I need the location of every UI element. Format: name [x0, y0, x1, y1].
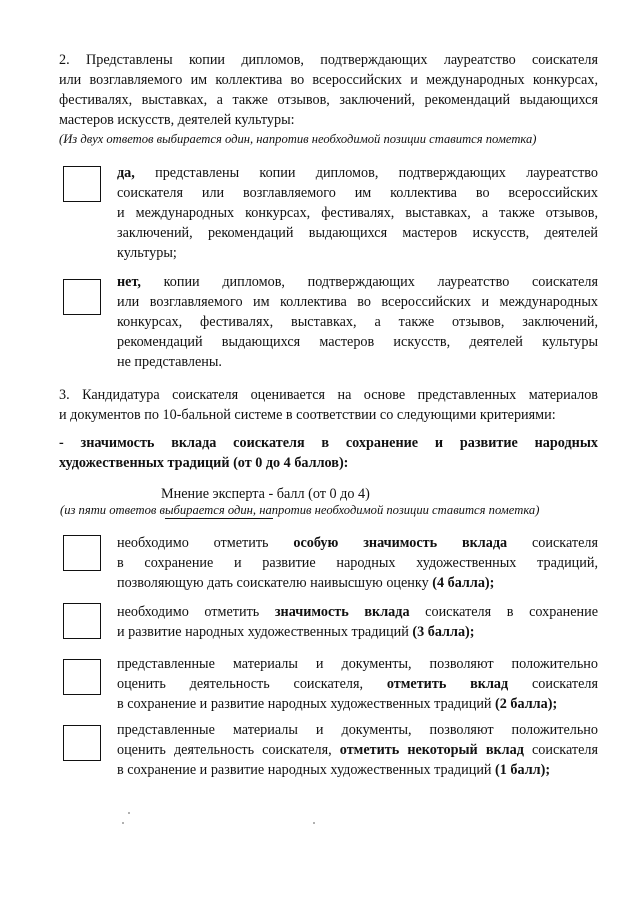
option-3-score: (3 балла); — [412, 624, 475, 640]
criterion-line: - значимость вклада соискателя в сохранение и развитие народных — [59, 435, 598, 451]
scan-speck — [122, 822, 124, 824]
criterion-line: художественных традиций (от 0 до 4 баллов): — [59, 455, 349, 471]
option-2-points-text — [117, 654, 598, 714]
option-2-text-part: оценить деятельность соискателя, — [117, 676, 387, 692]
option-no-keyword: нет, — [117, 274, 141, 290]
option-1-bold-part: отметить некоторый вклад — [339, 742, 524, 758]
option-yes-line: заключений, рекомендаций выдающихся мастеров искусств, деятелей — [117, 225, 598, 241]
section-2-line: 2. Представлены копии дипломов, подтверждающих лауреатство соискателя — [59, 52, 598, 68]
section-2-line: или возглавляемого им коллектива во всероссийских и международных конкурсах, — [59, 72, 598, 88]
scan-speck — [313, 822, 315, 824]
option-4-points-text — [117, 533, 598, 593]
option-yes-keyword: да, — [117, 165, 135, 181]
option-1-score: (1 балл); — [495, 762, 551, 778]
option-no-text — [117, 272, 598, 372]
option-4-score: (4 балла); — [432, 575, 495, 591]
option-3-text-part: и развитие народных художественных традиций — [117, 624, 413, 640]
checkbox-4-points[interactable] — [63, 535, 101, 571]
section-3-text — [59, 385, 598, 425]
checkbox-yes[interactable] — [63, 166, 101, 202]
option-2-bold-part: отметить вклад — [386, 676, 509, 692]
option-1-text-part: оценить деятельность соискателя, — [117, 742, 340, 758]
option-no-line: или возглавляемого им коллектива во всероссийских и международных — [117, 294, 598, 310]
option-2-line: представленные материалы и документы, позволяют положительно — [117, 656, 598, 672]
option-4-bold-part: особую значимость вклада — [293, 535, 508, 551]
option-yes-text — [117, 163, 598, 263]
option-3-text-part: соискателя в сохранение — [409, 604, 598, 620]
option-2-text-part: соискателя — [508, 676, 598, 692]
option-yes-line: и международных конкурсах, фестивалях, выставках, а также отзывов, — [117, 205, 598, 221]
section-3-line: и документов по 10-бальной системе в соответствии со следующими критериями: — [59, 407, 556, 423]
option-2-text-part: в сохранение и развитие народных художественных традиций — [117, 696, 496, 712]
option-no-line: копии дипломов, подтверждающих лауреатство соискателя — [140, 274, 598, 290]
section-2-note: (Из двух ответов выбирается один, напротив необходимой позиции ставится пометка) — [59, 132, 537, 146]
expert-score-label: Мнение эксперта - балл (от 0 до 4) — [161, 486, 370, 502]
option-no-line: не представлены. — [117, 354, 222, 370]
option-3-bold-part: значимость вклада — [274, 604, 410, 620]
option-1-text-part: в сохранение и развитие народных художественных традиций — [117, 762, 496, 778]
section-2-line: фестивалях, выставках, а также отзывов, заключений, рекомендаций выдающихся — [59, 92, 598, 108]
option-no-line: рекомендаций выдающихся мастеров искусств, деятелей культуры — [117, 334, 598, 350]
option-no-line: конкурсах, фестивалях, выставках, а также отзывов, заключений, — [117, 314, 598, 330]
option-3-text-part: необходимо отметить — [117, 604, 275, 620]
section-2-text — [59, 50, 598, 130]
option-1-text-part: соискателя — [523, 742, 598, 758]
scan-speck — [128, 812, 130, 814]
option-4-text-part: соискателя — [507, 535, 598, 551]
section-2-line: мастеров искусств, деятелей культуры: — [59, 112, 295, 128]
option-4-line: в сохранение и развитие народных художественных традиций, — [117, 555, 598, 571]
option-4-text-part: позволяющую дать соискателю наивысшую оценку — [117, 575, 433, 591]
criterion-heading — [59, 433, 598, 473]
option-4-text-part: необходимо отметить — [117, 535, 294, 551]
option-yes-line: соискателя или возглавляемого им коллектива во всероссийских — [117, 185, 598, 201]
option-1-line: представленные материалы и документы, позволяют положительно — [117, 722, 598, 738]
checkbox-no[interactable] — [63, 279, 101, 315]
option-2-score: (2 балла); — [495, 696, 558, 712]
checkbox-1-point[interactable] — [63, 725, 101, 761]
option-1-point-text — [117, 720, 598, 780]
option-yes-line: культуры; — [117, 245, 177, 261]
checkbox-2-points[interactable] — [63, 659, 101, 695]
section-3-note: (из пяти ответов выбирается один, напротив необходимой позиции ставится пометка) — [60, 503, 540, 517]
option-3-points-text — [117, 602, 598, 642]
option-yes-line: представлены копии дипломов, подтверждающих лауреатство — [134, 165, 598, 181]
section-3-line: 3. Кандидатура соискателя оценивается на основе представленных материалов — [59, 387, 598, 403]
checkbox-3-points[interactable] — [63, 603, 101, 639]
